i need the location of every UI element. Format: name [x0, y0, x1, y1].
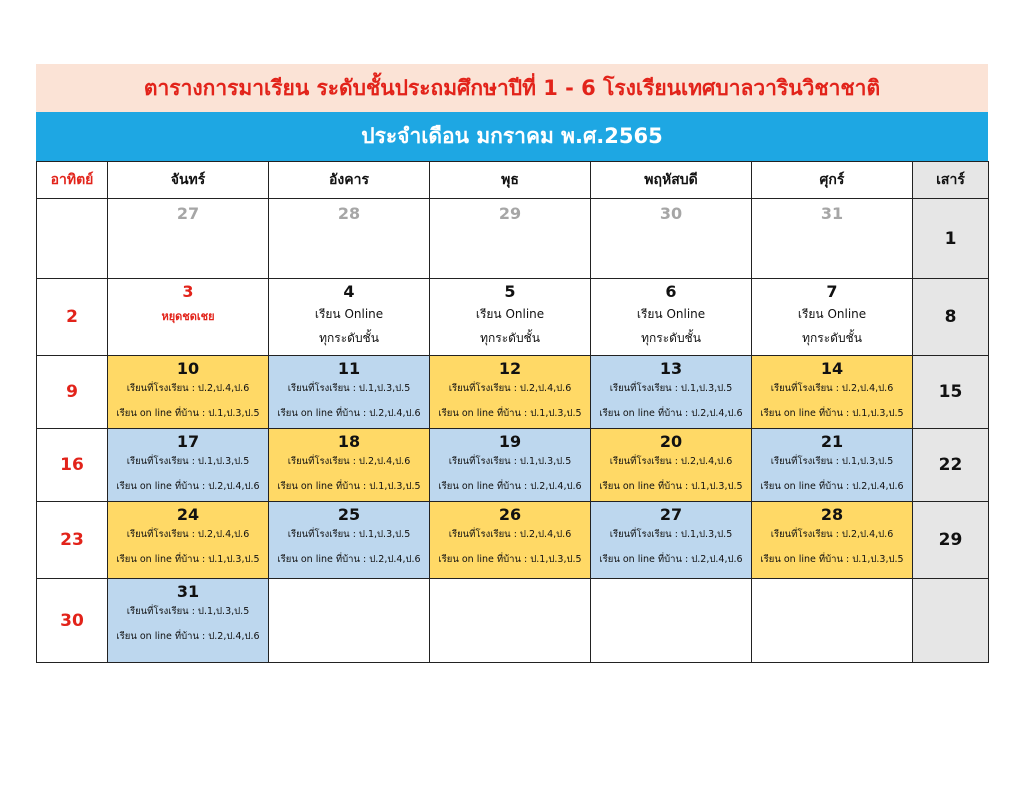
all-grades-note: ทุกระดับชั้น [802, 331, 862, 345]
day-cell-saturday-15: 15 [913, 356, 989, 429]
all-grades-note: ทุกระดับชั้น [480, 331, 540, 345]
day-cell-sunday-2: 2 [37, 279, 108, 356]
all-grades-note: ทุกระดับชั้น [319, 331, 379, 345]
home-online-note: เรียน on line ที่บ้าน : ป.2,ป.4,ป.6 [760, 481, 904, 492]
day-cell-dec-27 [108, 199, 269, 279]
day-cell-6 [591, 279, 752, 356]
day-number: 24 [176, 505, 200, 524]
home-online-note: เรียน on line ที่บ้าน : ป.2,ป.4,ป.6 [116, 481, 260, 492]
calendar-sheet [36, 64, 988, 663]
school-attendance-note: เรียนที่โรงเรียน : ป.2,ป.4,ป.6 [770, 529, 894, 540]
day-number: 27 [659, 505, 683, 524]
day-cell-13 [591, 356, 752, 429]
home-online-note: เรียน on line ที่บ้าน : ป.1,ป.3,ป.5 [438, 408, 582, 419]
home-online-note: เรียน on line ที่บ้าน : ป.1,ป.3,ป.5 [760, 554, 904, 565]
home-online-note: เรียน on line ที่บ้าน : ป.2,ป.4,ป.6 [116, 631, 260, 642]
online-note: เรียน Online [797, 307, 867, 321]
day-cell-14 [752, 356, 913, 429]
day-cell-dec-30 [591, 199, 752, 279]
day-number: 4 [343, 282, 355, 301]
school-attendance-note: เรียนที่โรงเรียน : ป.1,ป.3,ป.5 [609, 383, 733, 394]
school-attendance-note: เรียนที่โรงเรียน : ป.2,ป.4,ป.6 [287, 456, 411, 467]
weekday-saturday: เสาร์ [913, 162, 989, 199]
day-cell-26 [430, 502, 591, 579]
day-number: 7 [826, 282, 838, 301]
day-number: 3 [182, 282, 194, 301]
day-number: 28 [337, 204, 361, 223]
day-cell-5 [430, 279, 591, 356]
day-cell-saturday-empty [913, 579, 989, 663]
all-grades-note: ทุกระดับชั้น [641, 331, 701, 345]
day-cell-18 [269, 429, 430, 502]
home-online-note: เรียน on line ที่บ้าน : ป.2,ป.4,ป.6 [277, 408, 421, 419]
day-number: 27 [176, 204, 200, 223]
day-number: 11 [337, 359, 361, 378]
weekday-header-row [37, 162, 989, 199]
day-number: 25 [337, 505, 361, 524]
school-attendance-note: เรียนที่โรงเรียน : ป.1,ป.3,ป.5 [126, 606, 250, 617]
calendar-table [36, 161, 989, 663]
school-attendance-note: เรียนที่โรงเรียน : ป.1,ป.3,ป.5 [448, 456, 572, 467]
day-cell-dec-29 [430, 199, 591, 279]
home-online-note: เรียน on line ที่บ้าน : ป.1,ป.3,ป.5 [116, 554, 260, 565]
home-online-note: เรียน on line ที่บ้าน : ป.1,ป.3,ป.5 [438, 554, 582, 565]
day-number: 26 [498, 505, 522, 524]
week-row-4 [37, 429, 989, 502]
day-cell-20 [591, 429, 752, 502]
day-number: 14 [820, 359, 844, 378]
day-cell-empty [269, 579, 430, 663]
day-cell-sunday-23: 23 [37, 502, 108, 579]
school-attendance-note: เรียนที่โรงเรียน : ป.2,ป.4,ป.6 [126, 529, 250, 540]
home-online-note: เรียน on line ที่บ้าน : ป.2,ป.4,ป.6 [599, 408, 743, 419]
day-number: 29 [498, 204, 522, 223]
home-online-note: เรียน on line ที่บ้าน : ป.1,ป.3,ป.5 [116, 408, 260, 419]
day-cell-empty [430, 579, 591, 663]
home-online-note: เรียน on line ที่บ้าน : ป.2,ป.4,ป.6 [599, 554, 743, 565]
day-cell-31 [108, 579, 269, 663]
home-online-note: เรียน on line ที่บ้าน : ป.1,ป.3,ป.5 [760, 408, 904, 419]
day-cell-12 [430, 356, 591, 429]
school-attendance-note: เรียนที่โรงเรียน : ป.1,ป.3,ป.5 [287, 383, 411, 394]
school-attendance-note: เรียนที่โรงเรียน : ป.2,ป.4,ป.6 [770, 383, 894, 394]
page-title: ตารางการมาเรียน ระดับชั้นประถมศึกษาปีที่ 1 - 6 โรงเรียนเทศบาลวารินวิชาชาติ [36, 64, 988, 112]
day-number: 18 [337, 432, 361, 451]
school-attendance-note: เรียนที่โรงเรียน : ป.2,ป.4,ป.6 [126, 383, 250, 394]
day-number: 30 [659, 204, 683, 223]
day-cell-4 [269, 279, 430, 356]
day-number: 28 [820, 505, 844, 524]
day-cell-10 [108, 356, 269, 429]
day-cell-dec-28 [269, 199, 430, 279]
online-note: เรียน Online [475, 307, 545, 321]
day-number: 13 [659, 359, 683, 378]
week-row-3 [37, 356, 989, 429]
day-cell-3 [108, 279, 269, 356]
day-cell-dec-31 [752, 199, 913, 279]
online-note: เรียน Online [314, 307, 384, 321]
day-cell-21 [752, 429, 913, 502]
day-cell-19 [430, 429, 591, 502]
week-row-6 [37, 579, 989, 663]
week-row-2 [37, 279, 989, 356]
day-cell-11 [269, 356, 430, 429]
day-cell-saturday-8: 8 [913, 279, 989, 356]
day-cell-24 [108, 502, 269, 579]
day-number: 31 [176, 582, 200, 601]
day-cell-17 [108, 429, 269, 502]
day-cell-28 [752, 502, 913, 579]
home-online-note: เรียน on line ที่บ้าน : ป.2,ป.4,ป.6 [277, 554, 421, 565]
month-title: ประจำเดือน มกราคม พ.ศ.2565 [36, 112, 988, 161]
school-attendance-note: เรียนที่โรงเรียน : ป.1,ป.3,ป.5 [287, 529, 411, 540]
weekday-thursday: พฤหัสบดี [591, 162, 752, 199]
week-row-5 [37, 502, 989, 579]
home-online-note: เรียน on line ที่บ้าน : ป.1,ป.3,ป.5 [599, 481, 743, 492]
day-cell-saturday-1: 1 [913, 199, 989, 279]
weekday-wednesday: พุธ [430, 162, 591, 199]
day-cell-sunday-empty [37, 199, 108, 279]
day-cell-27 [591, 502, 752, 579]
day-number: 19 [498, 432, 522, 451]
weekday-friday: ศุกร์ [752, 162, 913, 199]
day-number: 6 [665, 282, 677, 301]
school-attendance-note: เรียนที่โรงเรียน : ป.1,ป.3,ป.5 [770, 456, 894, 467]
day-cell-7 [752, 279, 913, 356]
day-cell-empty [591, 579, 752, 663]
day-number: 17 [176, 432, 200, 451]
day-number: 10 [176, 359, 200, 378]
school-attendance-note: เรียนที่โรงเรียน : ป.2,ป.4,ป.6 [448, 529, 572, 540]
home-online-note: เรียน on line ที่บ้าน : ป.2,ป.4,ป.6 [438, 481, 582, 492]
day-cell-25 [269, 502, 430, 579]
day-cell-sunday-16: 16 [37, 429, 108, 502]
school-attendance-note: เรียนที่โรงเรียน : ป.2,ป.4,ป.6 [609, 456, 733, 467]
weekday-sunday: อาทิตย์ [37, 162, 108, 199]
day-number: 31 [820, 204, 844, 223]
school-attendance-note: เรียนที่โรงเรียน : ป.1,ป.3,ป.5 [126, 456, 250, 467]
day-cell-empty [752, 579, 913, 663]
weekday-monday: จันทร์ [108, 162, 269, 199]
school-attendance-note: เรียนที่โรงเรียน : ป.2,ป.4,ป.6 [448, 383, 572, 394]
day-cell-saturday-22: 22 [913, 429, 989, 502]
home-online-note: เรียน on line ที่บ้าน : ป.1,ป.3,ป.5 [277, 481, 421, 492]
week-row-1 [37, 199, 989, 279]
online-note: เรียน Online [636, 307, 706, 321]
day-number: 5 [504, 282, 516, 301]
day-cell-sunday-30: 30 [37, 579, 108, 663]
holiday-note: หยุดชดเชย [161, 310, 215, 323]
day-cell-sunday-9: 9 [37, 356, 108, 429]
day-cell-saturday-29: 29 [913, 502, 989, 579]
weekday-tuesday: อังคาร [269, 162, 430, 199]
day-number: 20 [659, 432, 683, 451]
school-attendance-note: เรียนที่โรงเรียน : ป.1,ป.3,ป.5 [609, 529, 733, 540]
day-number: 21 [820, 432, 844, 451]
day-number: 12 [498, 359, 522, 378]
